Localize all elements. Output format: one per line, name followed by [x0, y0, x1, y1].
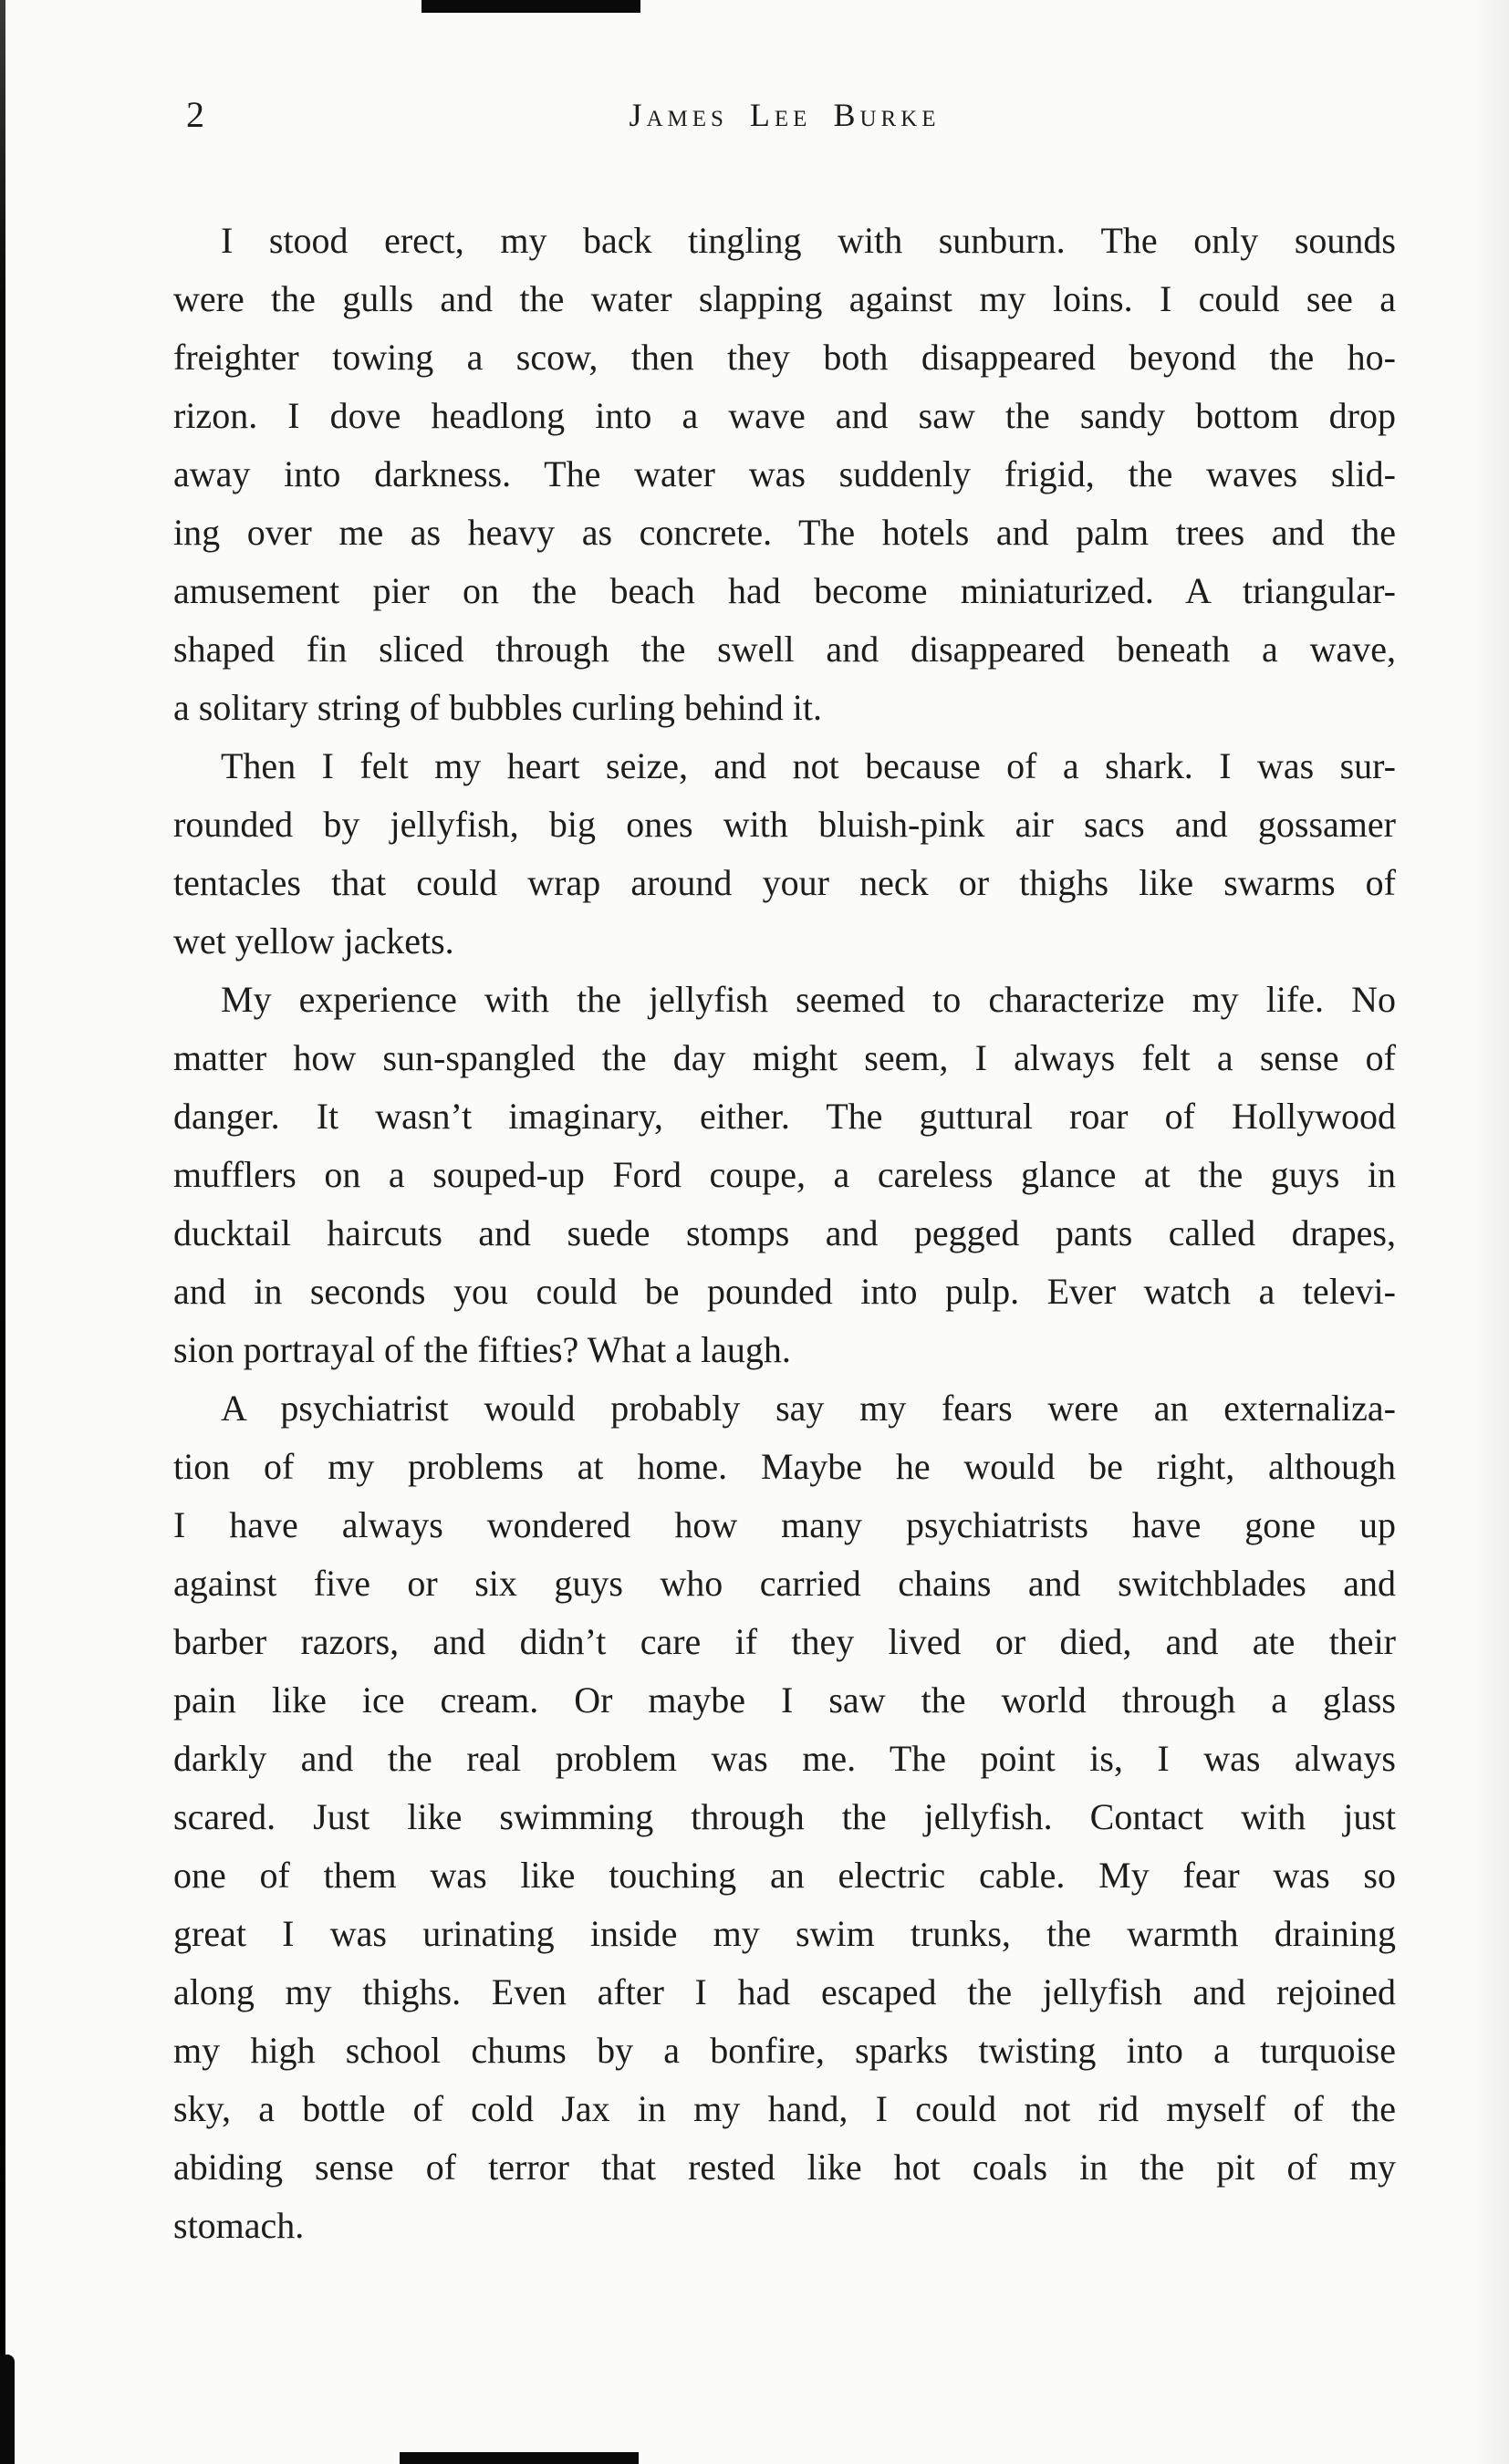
running-header: James Lee Burke: [629, 97, 941, 133]
text-line: sion portrayal of the fifties? What a laugh.: [173, 1329, 791, 1370]
text-line: away into darkness. The water was suddenly frigid, the waves slid-: [173, 453, 1396, 494]
text-line: tion of my problems at home. Maybe he would be right, although: [173, 1446, 1396, 1487]
text-line: stomach.: [173, 2205, 305, 2246]
text-line: mufflers on a souped-up Ford coupe, a careless glance at the guys in: [173, 1154, 1396, 1195]
text-line: abiding sense of terror that rested like hot coals in the pit of my: [173, 2147, 1396, 2188]
text-line: ing over me as heavy as concrete. The hotels and palm trees and the: [173, 512, 1396, 553]
text-line: Then I felt my heart seize, and not because of a shark. I was sur-: [221, 745, 1396, 786]
text-line: pain like ice cream. Or maybe I saw the world through a glass: [173, 1679, 1396, 1721]
text-line: barber razors, and didn’t care if they lived or died, and ate their: [173, 1621, 1396, 1662]
text-line: matter how sun-spangled the day might seem, I always felt a sense of: [173, 1037, 1396, 1078]
paragraph: [173, 212, 1396, 737]
text-line: rounded by jellyfish, big ones with bluish-pink air sacs and gossamer: [173, 804, 1396, 845]
page-number: 2: [186, 94, 204, 135]
text-line: were the gulls and the water slapping against my loins. I could see a: [173, 278, 1396, 319]
text-line: a solitary string of bubbles curling behind it.: [173, 687, 822, 728]
page-header: [173, 95, 1396, 135]
text-line: A psychiatrist would probably say my fears were an externaliza-: [221, 1388, 1396, 1429]
text-line: scared. Just like swimming through the jellyfish. Contact with just: [173, 1796, 1396, 1837]
text-line: danger. It wasn’t imaginary, either. The guttural roar of Hollywood: [173, 1096, 1396, 1137]
text-line: along my thighs. Even after I had escaped the jellyfish and rejoined: [173, 1971, 1396, 2012]
text-line: amusement pier on the beach had become miniaturized. A triangular-: [173, 570, 1396, 611]
paragraph: [173, 1379, 1396, 2255]
text-line: and in seconds you could be pounded into pulp. Ever watch a televi-: [173, 1271, 1396, 1312]
text-line: my high school chums by a bonfire, sparks twisting into a turquoise: [173, 2030, 1396, 2071]
text-line: shaped fin sliced through the swell and disappeared beneath a wave,: [173, 629, 1396, 670]
paragraph: [173, 737, 1396, 971]
text-line: freighter towing a scow, then they both disappeared beyond the ho-: [173, 337, 1396, 378]
text-line: wet yellow jackets.: [173, 920, 454, 962]
text-line: against five or six guys who carried chains and switchblades and: [173, 1563, 1396, 1604]
text-line: ducktail haircuts and suede stomps and pegged pants called drapes,: [173, 1212, 1396, 1253]
text-line: I have always wondered how many psychiatrists have gone up: [173, 1504, 1396, 1545]
text-line: sky, a bottle of cold Jax in my hand, I could not rid myself of the: [173, 2088, 1396, 2129]
text-line: darkly and the real problem was me. The point is, I was always: [173, 1738, 1396, 1779]
page-body: [173, 212, 1396, 2255]
text-line: one of them was like touching an electric cable. My fear was so: [173, 1855, 1396, 1896]
text-line: I stood erect, my back tingling with sunburn. The only sounds: [221, 220, 1396, 261]
text-line: tentacles that could wrap around your neck or thighs like swarms of: [173, 862, 1396, 903]
text-line: My experience with the jellyfish seemed to characterize my life. No: [221, 979, 1396, 1020]
text-line: great I was urinating inside my swim trunks, the warmth draining: [173, 1913, 1396, 1954]
text-line: rizon. I dove headlong into a wave and saw the sandy bottom drop: [173, 395, 1396, 436]
paragraph: [173, 971, 1396, 1379]
